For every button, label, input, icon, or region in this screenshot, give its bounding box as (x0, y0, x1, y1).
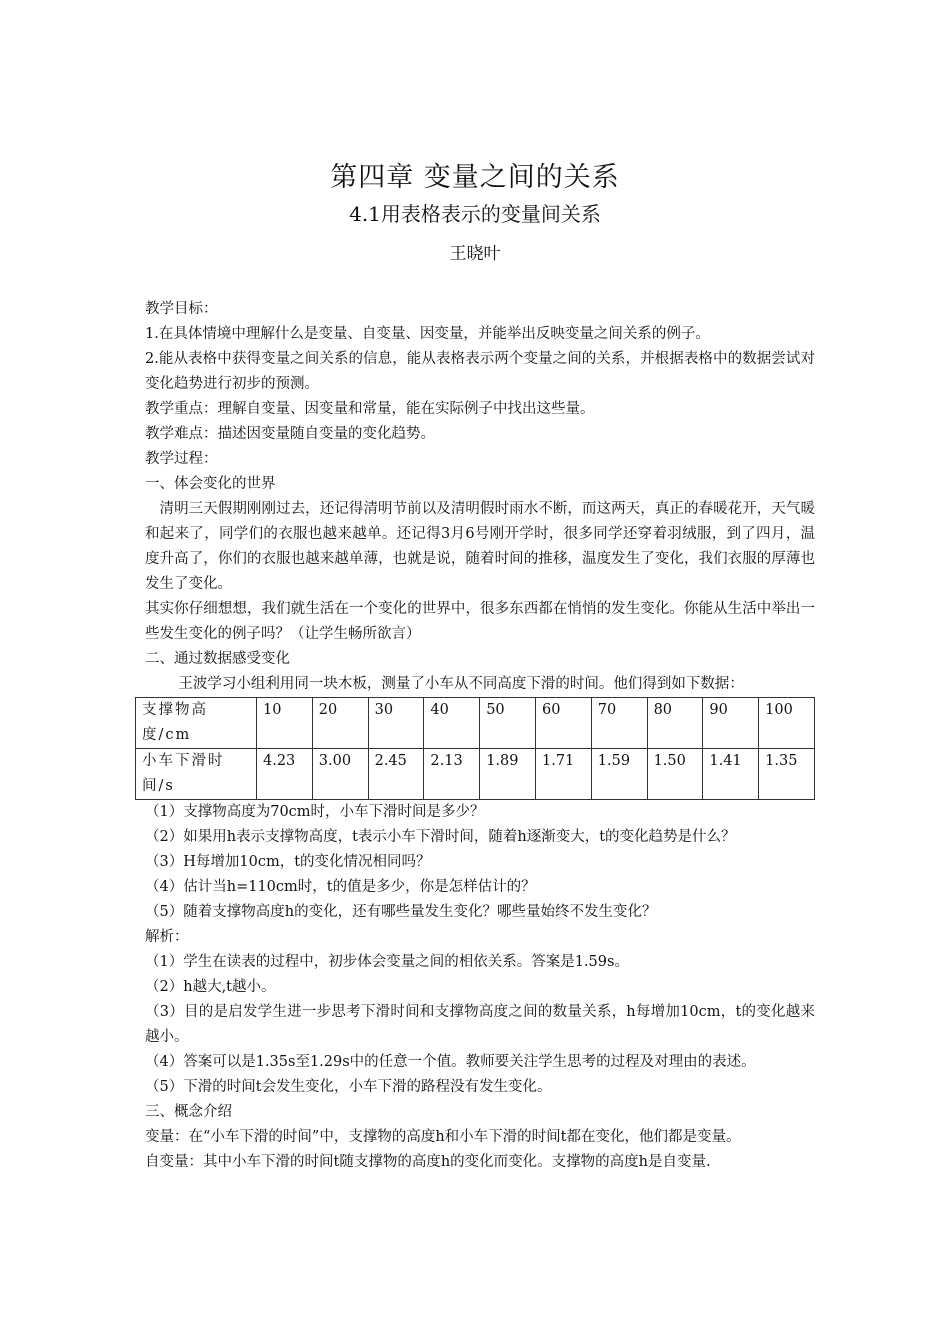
author-name: 王晓叶 (449, 244, 501, 264)
table-cell: 20 (312, 698, 368, 749)
answer-5: （5）下滑的时间t会发生变化，小车下滑的路程没有发生变化。 (145, 1079, 552, 1095)
question-1: （1）支撑物高度为70cm时，小车下滑时间是多少？ (145, 804, 485, 820)
analysis-heading: 解析： (145, 929, 189, 945)
goal-item-2: 2.能从表格中获得变量之间关系的信息，能从表格表示两个变量之间的关系，并根据表格中的数据尝试对变化趋势进行初步的预测。 (145, 351, 815, 392)
difficulty: 教学难点：描述因变量随自变量的变化趋势。 (145, 426, 435, 442)
table-cell: 10 (257, 698, 313, 749)
independent-variable-definition: 自变量：其中小车下滑的时间t随支撑物的高度h的变化而变化。支撑物的高度h是自变量. (145, 1154, 711, 1170)
document-body (142, 297, 815, 1175)
answer-1: （1）学生在读表的过程中，初步体会变量之间的相依关系。答案是1.59s。 (145, 954, 629, 970)
key-point: 教学重点：理解自变量、因变量和常量，能在实际例子中找出这些量。 (145, 401, 595, 417)
table-cell: 60 (535, 698, 591, 749)
part1-heading: 一、体会变化的世界 (145, 476, 276, 492)
part2-intro: 王波学习小组利用同一块木板，测量了小车从不同高度下滑的时间。他们得到如下数据： (178, 676, 744, 692)
table-cell: 4.23 (257, 749, 313, 800)
table-cell: 1.89 (480, 749, 536, 800)
part1-paragraph-2: 其实你仔细想想，我们就生活在一个变化的世界中，很多东西都在悄悄的发生变化。你能从生活中举出一些发生变化的例子吗？（让学生畅所欲言） (145, 601, 815, 642)
table-cell: 80 (647, 698, 703, 749)
process-heading: 教学过程： (145, 451, 218, 467)
table-row-time (136, 749, 815, 800)
question-2: （2）如果用h表示支撑物高度，t表示小车下滑时间，随着h逐渐变大，t的变化趋势是什么？ (145, 829, 736, 845)
question-3: （3）H每增加10cm，t的变化情况相同吗？ (145, 854, 431, 870)
table-cell: 70 (591, 698, 647, 749)
part2-heading: 二、通过数据感受变化 (145, 651, 290, 667)
table-cell: 1.50 (647, 749, 703, 800)
table-row-label: 小车下滑时间/s (136, 749, 257, 800)
answer-4: （4）答案可以是1.35s至1.29s中的任意一个值。教师要关注学生思考的过程及对理由的表述。 (145, 1054, 756, 1070)
table-cell: 90 (703, 698, 759, 749)
variable-definition: 变量：在“小车下滑的时间”中，支撑物的高度h和小车下滑的时间t都在变化，他们都是变量。 (145, 1129, 741, 1145)
table-cell: 2.13 (424, 749, 480, 800)
part3-heading: 三、概念介绍 (145, 1104, 232, 1120)
data-table (135, 697, 815, 800)
table-row-height (136, 698, 815, 749)
part1-paragraph-1: 清明三天假期刚刚过去，还记得清明节前以及清明假时雨水不断，而这两天，真正的春暖花开，天气暖和起来了，同学们的衣服也越来越单。还记得3月6号刚开学时，很多同学还穿着羽绒服，到了四月，温度升高了，你们的衣服也越来越单薄，也就是说，随着时间的推移，温度发生了变化，我们衣服的厚薄也发生了变化。 (145, 501, 815, 592)
answer-3: （3）目的是启发学生进一步思考下滑时间和支撑物高度之间的数量关系，h每增加10cm，t的变化越来越小。 (145, 1004, 815, 1045)
table-cell: 1.59 (591, 749, 647, 800)
table-cell: 1.35 (759, 749, 815, 800)
question-5: （5）随着支撑物高度h的变化，还有哪些量发生变化？哪些量始终不发生变化？ (145, 904, 657, 920)
table-row-label: 支撑物高度/cm (136, 698, 257, 749)
table-cell: 40 (424, 698, 480, 749)
table-cell: 2.45 (368, 749, 424, 800)
goals-heading: 教学目标： (145, 301, 218, 317)
table-cell: 100 (759, 698, 815, 749)
goal-item-1: 1.在具体情境中理解什么是变量、自变量、因变量，并能举出反映变量之间关系的例子。 (145, 326, 710, 342)
answer-2: （2）h越大,t越小。 (145, 979, 276, 995)
table-cell: 1.71 (535, 749, 591, 800)
chapter-title: 第四章 变量之间的关系 (330, 162, 620, 193)
table-cell: 1.41 (703, 749, 759, 800)
table-cell: 50 (480, 698, 536, 749)
table-cell: 30 (368, 698, 424, 749)
table-cell: 3.00 (312, 749, 368, 800)
question-4: （4）估计当h=110cm时，t的值是多少，你是怎样估计的？ (145, 879, 536, 895)
section-title: 4.1用表格表示的变量间关系 (349, 202, 601, 226)
